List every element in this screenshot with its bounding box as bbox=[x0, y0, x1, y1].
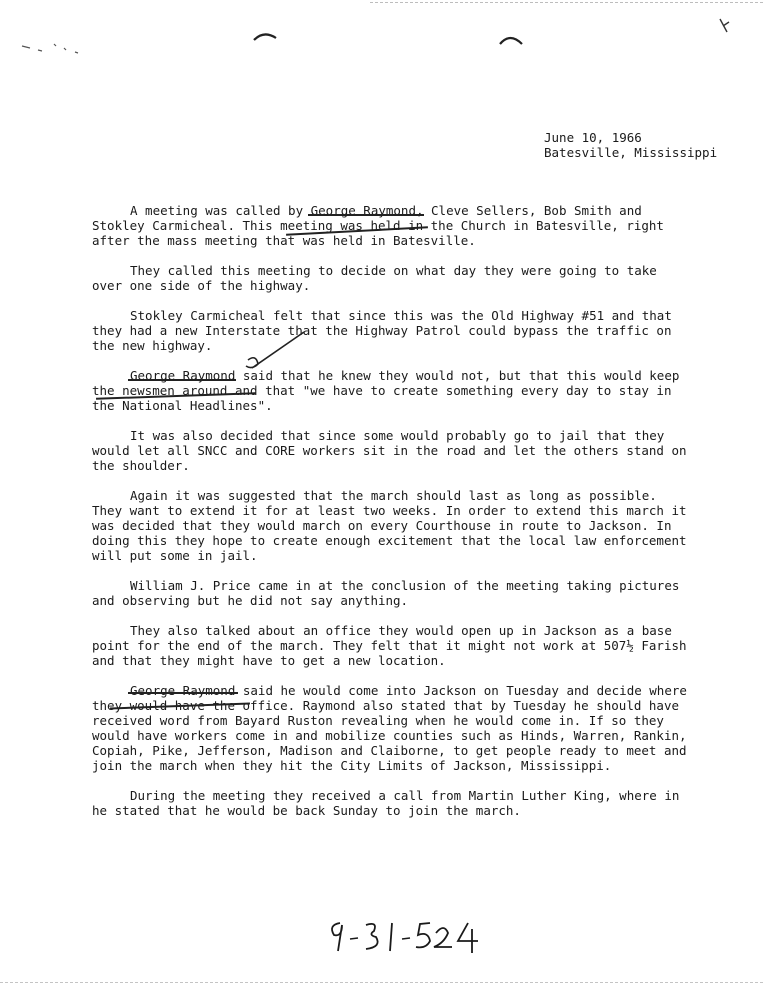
header-place: Batesville, Mississippi bbox=[544, 145, 718, 160]
paragraph-9: George Raymond said he would come into Jackson on Tuesday and decide where they would have the office. Raymond also stated that by Tuesday he should have received word from Bayard Ruston revealing when he would come in. If so they would have workers come in and mobilize counties such as Hinds, Warren, Rankin, Copiah, Pike, Jefferson, Madison and Claiborne, to get people ready to meet and join the march when they hit the City Limits of Jackson, Mississippi. bbox=[92, 683, 687, 773]
hand-checkmark bbox=[238, 330, 308, 374]
paragraph-7: William J. Price came in at the conclusion of the meeting taking pictures and observing but he did not say anything. bbox=[92, 578, 680, 608]
paragraph-3: Stokley Carmicheal felt that since this was the Old Highway #51 and that they had a new Interstate that the Highway Patrol could bypass the traffic on the new highway. bbox=[92, 308, 672, 353]
corner-tick-mark bbox=[715, 16, 735, 36]
paragraph-8: They also talked about an office they would open up in Jackson as a base point for the end of the march. They felt that it might not work at 507½ Farish and that they might have to get a new location. bbox=[92, 623, 687, 668]
paragraph-5: It was also decided that since some would probably go to jail that they would let all SNCC and CORE workers sit in the road and let the others stand on the shoulder. bbox=[92, 428, 687, 473]
paragraph-2: They called this meeting to decide on what day they were going to take over one side of the highway. bbox=[92, 263, 657, 293]
hand-underline-name-1 bbox=[308, 214, 424, 216]
paragraph-6: Again it was suggested that the march should last as long as possible. They want to extend it for at least two weeks. In order to extend this march it was decided that they would march on every Courthouse in route to Jackson. In doing this they hope to create enough excitement that the local law enforcement will put some in jail. bbox=[92, 488, 687, 563]
hand-underline-name-2 bbox=[128, 379, 236, 381]
paragraph-1: A meeting was called by George Raymond, Cleve Sellers, Bob Smith and Stokley Carmicheal. This meeting was held in the Church in Batesville, right after the mass meeting that was held in Batesville. bbox=[92, 203, 664, 248]
header-date: June 10, 1966 bbox=[544, 130, 642, 145]
paragraph-10: During the meeting they received a call from Martin Luther King, where in he stated that he would be back Sunday to join the march. bbox=[92, 788, 680, 818]
file-number-handwritten bbox=[326, 915, 486, 955]
top-dotted-edge bbox=[370, 2, 763, 3]
binder-mark-right bbox=[496, 32, 526, 48]
scan-speckle-mark bbox=[20, 38, 90, 58]
report-body bbox=[92, 203, 692, 833]
file-number-strokes bbox=[326, 915, 486, 955]
bottom-dotted-edge bbox=[0, 982, 763, 983]
binder-mark-left bbox=[250, 30, 280, 44]
paragraph-4: George Raymond said that he knew they would not, but that this would keep the newsmen around and that "we have to create something every day to stay in the National Headlines". bbox=[92, 368, 680, 413]
date-block bbox=[544, 130, 717, 160]
hand-underline-name-3 bbox=[128, 692, 238, 694]
